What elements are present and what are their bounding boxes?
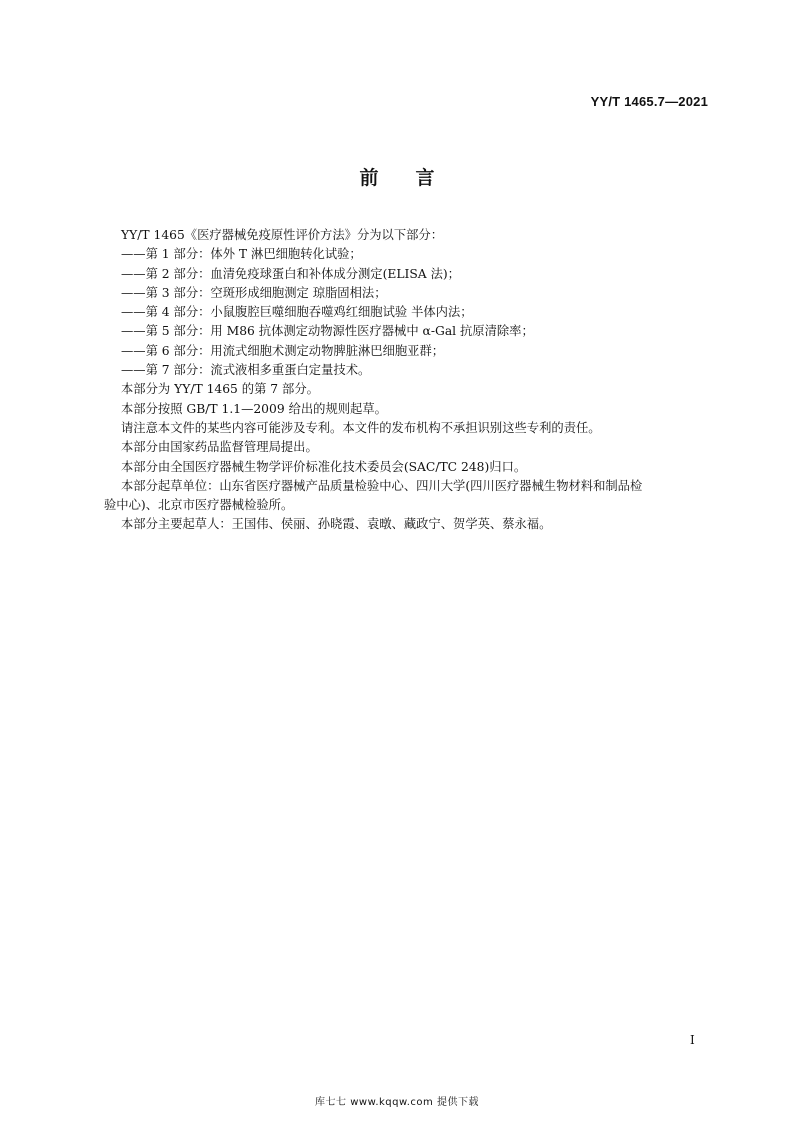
page-number: I (690, 1033, 695, 1047)
drafting-units: 本部分起草单位：山东省医疗器械产品质量检验中心、四川大学(四川医疗器械生物材料和制品检 (121, 478, 643, 493)
page-title (0, 163, 794, 190)
proposed-by: 本部分由国家药品监督管理局提出。 (121, 440, 318, 455)
part-statement: 本部分为 YY/T 1465 的第 7 部分。 (121, 382, 319, 397)
part-item: ——第 7 部分：流式液相多重蛋白定量技术。 (121, 363, 371, 378)
patent-notice: 请注意本文件的某些内容可能涉及专利。本文件的发布机构不承担识别这些专利的责任。 (121, 420, 601, 435)
intro-paragraph: YY/T 1465《医疗器械免疫原性评价方法》分为以下部分： (121, 228, 444, 242)
part-item: ——第 1 部分：体外 T 淋巴细胞转化试验； (121, 247, 362, 262)
part-item: ——第 6 部分：用流式细胞术测定动物脾脏淋巴细胞亚群； (121, 343, 445, 358)
part-item: ——第 5 部分：用 M86 抗体测定动物源性医疗器械中 α-Gal 抗原清除率； (121, 324, 534, 339)
download-watermark: 库七七 www.kqqw.com 提供下载 (315, 1097, 479, 1108)
drafting-rule: 本部分按照 GB/T 1.1—2009 给出的规则起草。 (121, 401, 387, 416)
part-item: ——第 4 部分：小鼠腹腔巨噬细胞吞噬鸡红细胞试验 半体内法； (121, 305, 473, 320)
main-drafters: 本部分主要起草人：王国伟、侯丽、孙晓霞、袁暾、藏政宁、贺学英、蔡永福。 (121, 517, 552, 532)
foreword-body (104, 226, 714, 535)
part-item: ——第 2 部分：血清免疫球蛋白和补体成分测定(ELISA 法)； (121, 266, 460, 281)
document-id: YY/T 1465.7—2021 (590, 94, 708, 109)
part-item: ——第 3 部分：空斑形成细胞测定 琼脂固相法； (121, 285, 387, 300)
centralized-by: 本部分由全国医疗器械生物学评价标准化技术委员会(SAC/TC 248)归口。 (121, 459, 527, 474)
title-char-1: 前 (359, 167, 379, 189)
drafting-units-continued: 验中心)、北京市医疗器械检验所。 (104, 498, 294, 513)
title-char-2: 言 (415, 167, 435, 189)
